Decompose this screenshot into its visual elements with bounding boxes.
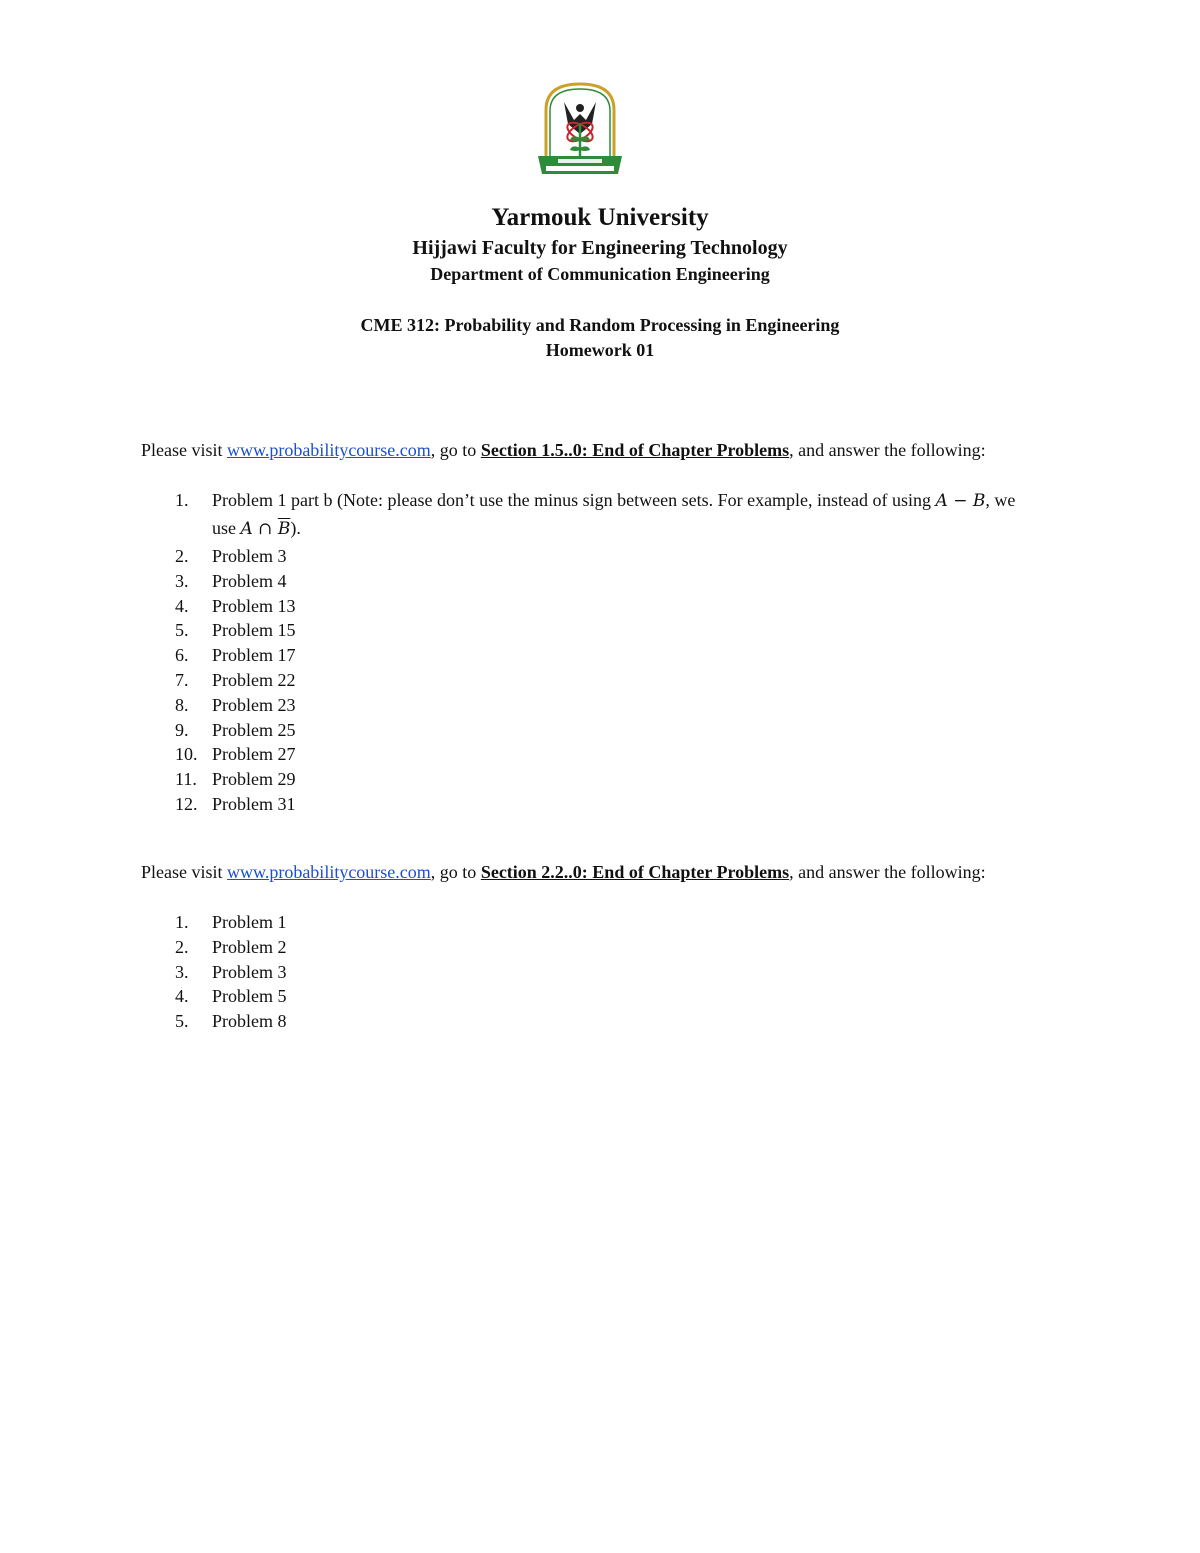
list-item	[141, 618, 1041, 643]
list-number: 1.	[175, 490, 189, 510]
list-number: 6.	[175, 645, 189, 666]
problem-label: Problem 4	[212, 570, 287, 591]
section-1-title: Section 1.5..0: End of Chapter Problems	[480, 440, 790, 460]
university-title: Yarmouk University	[491, 204, 709, 231]
intro-text: , and answer the following:	[789, 440, 986, 460]
list-item	[141, 767, 1041, 792]
problem-label: Problem 5	[212, 986, 287, 1007]
problem-label: Problem 3	[212, 961, 287, 982]
section-1-intro	[141, 438, 1041, 463]
list-number: 2.	[175, 936, 189, 957]
problem-label: Problem 25	[212, 719, 296, 740]
list-item	[141, 792, 1041, 817]
list-number: 4.	[175, 595, 189, 616]
item-text: , we use	[212, 490, 1016, 538]
list-number: 1.	[175, 912, 189, 932]
math-a-minus-b: A − B	[935, 491, 986, 511]
list-number: 12.	[175, 793, 198, 814]
list-item	[141, 1009, 1041, 1034]
list-item	[141, 569, 1041, 594]
problem-label: Problem 31	[212, 793, 296, 814]
list-number: 3.	[175, 961, 189, 982]
list-item	[141, 910, 1041, 935]
problem-label: Problem 2	[212, 936, 287, 957]
course-title: CME 312: Probability and Random Processing in Engineering	[360, 315, 840, 335]
list-item	[141, 643, 1041, 668]
problem-label: Problem 3	[212, 546, 287, 566]
problem-label: Problem 8	[212, 1011, 287, 1032]
list-item	[141, 544, 1041, 569]
math-b-complement: $\overline{B}$	[277, 519, 291, 539]
problem-label: Problem 17	[212, 645, 296, 666]
list-item	[141, 487, 1041, 543]
section-2-problem-list	[141, 910, 1041, 1034]
problem-label: Problem 13	[212, 595, 296, 616]
yarmouk-university-logo-icon	[538, 80, 622, 178]
list-number: 2.	[175, 546, 189, 566]
list-item	[141, 935, 1041, 960]
list-item	[141, 960, 1041, 985]
homework-title: Homework 01	[545, 340, 655, 360]
problem-label: Problem 1	[212, 912, 287, 932]
list-number: 8.	[175, 694, 189, 715]
problem-label: Problem 29	[212, 769, 296, 790]
list-number: 4.	[175, 986, 189, 1007]
probabilitycourse-link[interactable]: www.probabilitycourse.com	[227, 440, 431, 460]
list-number: 7.	[175, 669, 189, 690]
faculty-title: Hijjawi Faculty for Engineering Technology	[412, 237, 788, 259]
section-2-title: Section 2.2..0: End of Chapter Problems	[480, 862, 790, 882]
list-number: 3.	[175, 570, 189, 591]
item-text: ).	[290, 518, 301, 538]
list-item	[141, 718, 1041, 743]
list-number: 9.	[175, 719, 189, 740]
intro-text: Please visit	[141, 862, 227, 882]
list-item	[141, 594, 1041, 619]
list-item	[141, 984, 1041, 1009]
problem-label: Problem 22	[212, 669, 296, 690]
intro-text: , go to	[430, 862, 481, 882]
list-number: 11.	[175, 769, 197, 790]
section-2-intro	[141, 860, 1041, 885]
department-title: Department of Communication Engineering	[430, 264, 770, 284]
problem-label: Problem 23	[212, 694, 296, 715]
list-item	[141, 668, 1041, 693]
section-1-problem-list	[141, 487, 1041, 817]
problem-label: Problem 15	[212, 620, 296, 641]
list-number: 5.	[175, 620, 189, 641]
list-number: 10.	[175, 744, 198, 765]
problem-label: Problem 27	[212, 744, 296, 765]
intro-text: Please visit	[141, 440, 227, 460]
list-item	[141, 693, 1041, 718]
math-a-intersect: A ∩	[240, 519, 278, 539]
list-number: 5.	[175, 1011, 189, 1032]
intro-text: , go to	[430, 440, 481, 460]
probabilitycourse-link[interactable]: www.probabilitycourse.com	[227, 862, 431, 882]
list-item	[141, 742, 1041, 767]
item-text: Problem 1 part b (Note: please don’t use the minus sign between sets. For example, instead of using	[212, 490, 936, 510]
intro-text: , and answer the following:	[789, 862, 986, 882]
